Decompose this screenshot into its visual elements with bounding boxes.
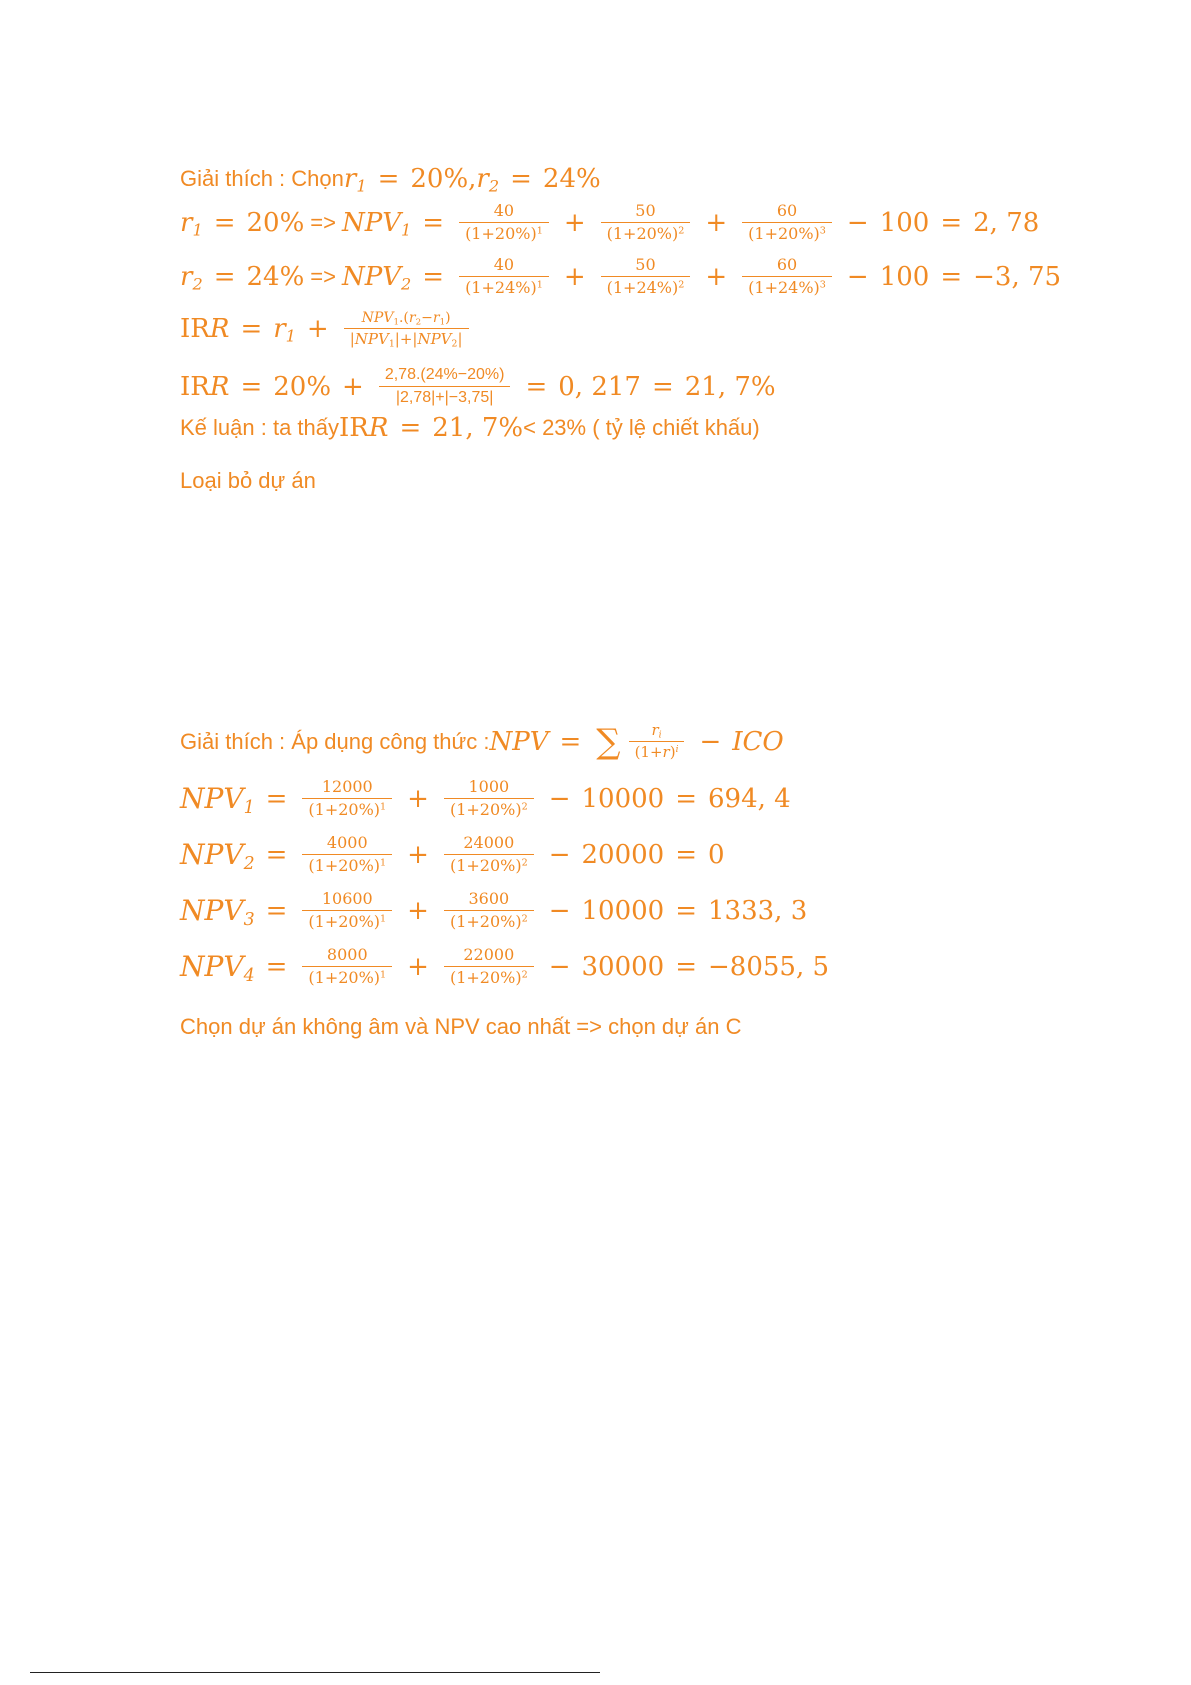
implies-arrow: => [310,263,336,289]
conclusion-line: Kế luận : ta thấy IRR = 21, 7% < 23% ( tỷ lệ chiết khấu) [180,413,760,443]
fraction: $\frac{12000}{(1+20\%)^1}$ [302,778,392,820]
fraction: $\frac{8000}{(1+20\%)^1}$ [302,946,392,988]
npv1-equation: $r_1$ = 20% => $NPV_1$ = $\frac{40}{(1+20\%)^1}$ + $\frac{50}{(1+20\%)^2}$ + $\frac{60}{(1+20\%)^3}$ − 100 = 2, 78 [180,201,1040,244]
implies-arrow: => [310,209,336,235]
explanation-2-intro: Giải thích : Áp dụng công thức : NPV = ∑ $\frac{r_i}{(1+r)^i}$ − ICO [180,721,784,762]
fraction: $\frac{1000}{(1+20\%)^2}$ [444,778,534,820]
npv-row: $NPV_1$ = $\frac{12000}{(1+20\%)^1}$ + $\frac{1000}{(1+20\%)^2}$ − 10000 = 694, 4 [180,777,791,820]
reject-line: Loại bỏ dự án [180,468,316,493]
npv-row: $NPV_4$ = $\frac{8000}{(1+20\%)^1}$ + $\frac{22000}{(1+20\%)^2}$ − 30000 = −8055, 5 [180,945,830,988]
fraction: $\frac{10600}{(1+20\%)^1}$ [302,890,392,932]
fraction: $\frac{60}{(1+24\%)^3}$ [742,256,832,298]
r2-value: 24% [542,164,601,194]
explanation-label: Giải thích : Chọn [180,166,344,191]
fraction: $\frac{40}{(1+20\%)^1}$ [459,202,549,244]
npv2-equation: $r_2$ = 24% => $NPV_2$ = $\frac{40}{(1+24\%)^1}$ + $\frac{50}{(1+24\%)^2}$ + $\frac{60}{(1+24\%)^3}$ − 100 = −3, 75 [180,255,1062,298]
choice-line: Chọn dự án không âm và NPV cao nhất => chọn dự án C [180,1014,742,1039]
npv-result: 694, 4 [708,783,791,814]
irr-percent: 21, 7% [684,371,776,402]
npv-result: 1333, 3 [708,895,808,926]
r1-symbol: $r_1$ [343,164,367,196]
fraction: $\frac{4000}{(1+20\%)^1}$ [302,834,392,876]
irr-formula: IRR = $r_1$ + $\frac{NPV_1.(r_2-r_1)}{|NPV_1|+|NPV_2|}$ [180,310,473,348]
fraction: $\frac{60}{(1+20\%)^3}$ [742,202,832,244]
fraction: $\frac{50}{(1+20\%)^2}$ [601,202,691,244]
npv2-result: −3, 75 [973,261,1062,292]
irr-computation: IRR = 20% + $\frac{2,78.(24\%-20\%)}{|2,78|+|-3,75|}$ = 0, 217 = 21, 7% [180,366,776,407]
fraction: $\frac{NPV_1.(r_2-r_1)}{|NPV_1|+|NPV_2|}$ [344,310,469,348]
fraction: $\frac{2,78.(24\%-20\%)}{|2,78|+|-3,75|}$ [379,366,511,408]
npv-result: 0 [708,839,725,870]
sum-symbol: ∑ [596,721,621,762]
explanation-1-intro: Giải thích : Chọn $r_1$ = 20% , $r_2$ = 24% [180,164,601,196]
fraction: $\frac{24000}{(1+20\%)^2}$ [444,834,534,876]
r2-symbol: $r_2$ [476,164,500,196]
npv-row: $NPV_2$ = $\frac{4000}{(1+20\%)^1}$ + $\frac{24000}{(1+20\%)^2}$ − 20000 = 0 [180,833,725,876]
fraction: $\frac{22000}{(1+20\%)^2}$ [444,946,534,988]
explanation-label: Giải thích : Áp dụng công thức : [180,728,490,754]
npv-result: −8055, 5 [708,951,830,982]
fraction: $\frac{3600}{(1+20\%)^2}$ [444,890,534,932]
irr-decimal: 0, 217 [558,371,641,402]
npv-row: $NPV_3$ = $\frac{10600}{(1+20\%)^1}$ + $\frac{3600}{(1+20\%)^2}$ − 10000 = 1333, 3 [180,889,808,932]
r1-value: 20% [410,164,469,194]
footer-divider [30,1672,600,1673]
fraction: $\frac{50}{(1+24\%)^2}$ [601,256,691,298]
fraction: $\frac{40}{(1+24\%)^1}$ [459,256,549,298]
npv1-result: 2, 78 [973,207,1040,238]
fraction: $\frac{r_i}{(1+r)^i}$ [629,722,685,762]
